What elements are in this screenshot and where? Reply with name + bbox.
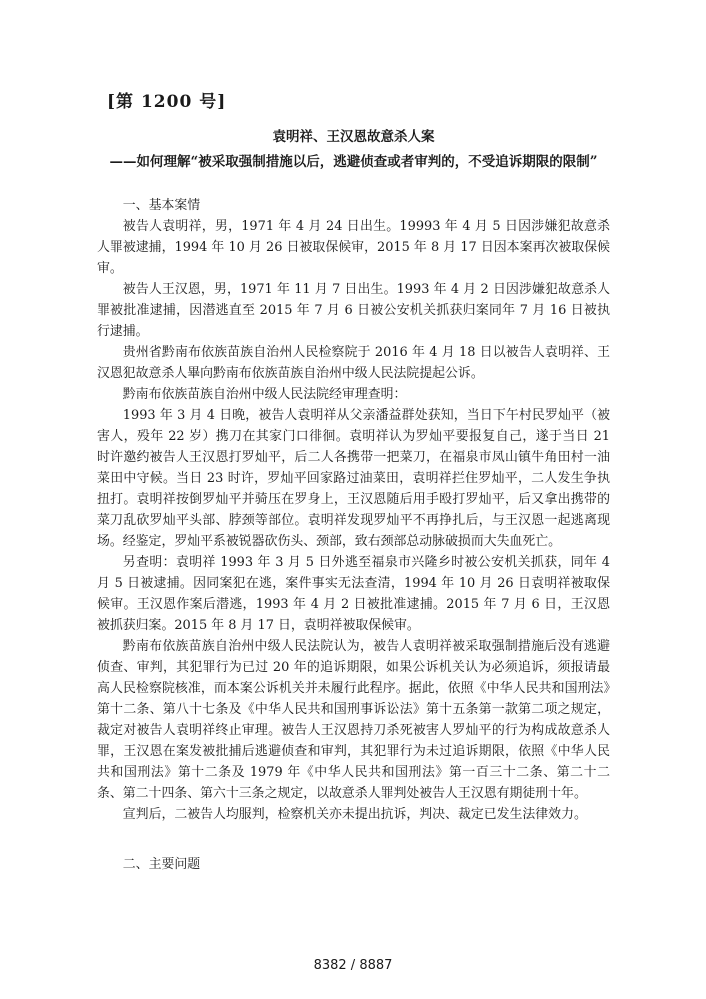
section-heading-basic-facts: 一、基本案情: [122, 198, 201, 213]
paragraph-defendant-wang: 被告人王汉恩，男，1971 年 11 月 7 日出生。1993 年 4 月 2 日因涉嫌犯故意杀人罪被批准逮捕，因潜逃直至 2015 年 7 月 6 日被公安机关抓获归案同年 7 月 16 日被执行逮捕。: [97, 282, 610, 339]
paragraph-crime-facts: 1993 年 3 月 4 日晚，被告人袁明祥从父亲潘益群处获知，当日下午村民罗灿平（被害人，殁年 22 岁）携刀在其家门口徘徊。袁明祥认为罗灿平要报复自己，遂于当日 21 时许邀约被告人王汉恩打罗灿平，后二人各携带一把菜刀，在福泉市凤山镇牛角田村一油菜田中守候。当日 23 时许，罗灿平回家路过油菜田，袁明祥拦住罗灿平，二人发生争执扭打。袁明祥按倒罗灿平并骑压在罗身上，王汉恩随后用手殴打罗灿平，后又拿出携带的菜刀乱砍罗灿平头部、脖颈等部位。袁明祥发现罗灿平不再挣扎后，与王汉恩一起逃离现场。经鉴定，罗灿平系被锐器砍伤头、颈部，致右颈部总动脉破损而大失血死亡。: [97, 408, 610, 549]
page-indicator: 8382 / 8887: [313, 958, 393, 973]
paragraph-prosecution: 贵州省黔南布依族苗族自治州人民检察院于 2016 年 4 月 18 日以被告人袁明祥、王汉恩犯故意杀人畢向黔南布依族苗族自治州中级人民法院提起公诉。: [97, 345, 610, 381]
document-body: [97, 195, 610, 875]
case-number: [第 1200 号]: [107, 92, 227, 112]
paragraph-verdict-effect: 宣判后，二被告人均服判，检察机关亦未提出抗诉，判决、裁定已发生法律效力。: [122, 807, 587, 822]
page-footer: [0, 958, 706, 973]
section-heading-main-issues: 二、主要问题: [122, 857, 201, 872]
paragraph-defendant-yuan: 被告人袁明祥，男，1971 年 4 月 24 日出生。19993 年 4 月 5 日因涉嫌犯故意杀人罪被逮捕，1994 年 10 月 26 日被取保候审，2015 年 8 月 17 日因本案再次被取保候审。: [97, 219, 610, 276]
document-header: [97, 90, 610, 171]
case-title: 袁明祥、王汉恩故意杀人案: [272, 129, 435, 145]
case-subtitle: ——如何理解“被采取强制措施以后，逃避侦查或者审判的，不受追诉期限的限制”: [109, 154, 598, 170]
paragraph-court-holding: 黔南布依族苗族自治州中级人民法院认为，被告人袁明祥被采取强制措施后没有逃避侦查、审判，其犯罪行为已过 20 年的追诉期限，如果公诉机关认为必须追诉，须报请最高人民检察院核准，而本案公诉机关并未履行此程序。据此，依照《中华人民共和国刑法》第十二条、第八十七条及《中华人民共和国刑事诉讼法》第十五条第一款第二项之规定，裁定对被告人袁明祥终止审理。被告人王汉恩持刀杀死被害人罗灿平的行为构成故意杀人罪，王汉恩在案发被批捕后逃避侦查和审判，其犯罪行为未过追诉期限，依照《中华人民共和国刑法》第十二条及 1979 年《中华人民共和国刑法》第一百三十二条、第二十二条、第二十四条、第六十三条之规定，以故意杀人罪判处被告人王汉恩有期徒刑十年。: [97, 639, 610, 801]
paragraph-additional-findings: 另查明：袁明祥 1993 年 3 月 5 日外逃至福泉市兴隆乡时被公安机关抓获，同年 4 月 5 日被逮捕。因同案犯在逃，案件事实无法查清，1994 年 10 月 26 日袁明祥被取保候审。王汉恩作案后潜逃，1993 年 4 月 2 日被批准逮捕。2015 年 7 月 6 日，王汉恩被抓获归案。2015 年 8 月 17 日，袁明祥被取保候审。: [97, 555, 610, 633]
paragraph-court-review-intro: 黔南布依族苗族自治州中级人民法院经审理查明：: [122, 387, 407, 402]
